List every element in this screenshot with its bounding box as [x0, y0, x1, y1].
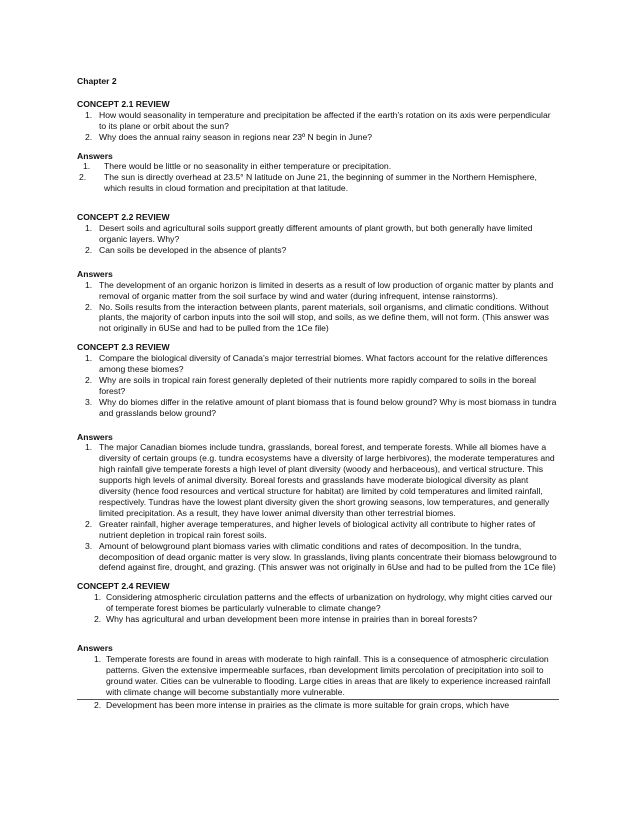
- concept-2-1-questions: [77, 110, 559, 143]
- concept-2-2-heading: CONCEPT 2.2 REVIEW: [77, 212, 170, 223]
- concept-2-3-heading: CONCEPT 2.3 REVIEW: [77, 342, 170, 353]
- question-item: 1. Desert soils and agricultural soils support greatly different amounts of plant growth, but both generally have limited organic layers. Why?: [85, 223, 533, 244]
- concept-2-3-answers: [77, 442, 559, 573]
- concept-2-4-heading: CONCEPT 2.4 REVIEW: [77, 581, 170, 592]
- answer-item: 2. Greater rainfall, higher average temperatures, and higher levels of biological activity all contribute to higher rates of nutrient depletion in tropical rain forest soils.: [85, 518, 536, 540]
- answer-item: 1. The development of an organic horizon is limited in deserts as a result of low production of organic matter by plants and removal of organic matter from the soil surface by wind and water (during infrequent, intense rainstorms).: [85, 279, 554, 301]
- answers-heading: Answers: [77, 642, 113, 653]
- concept-2-3-questions: [77, 353, 559, 418]
- answer-item: 2. No. Soils results from the interaction between plants, parent materials, soil organisms, and climatic conditions. Without plants, the majority of carbon inputs into the soil will stop, and soils, as we define them, will not form. (This answer was not originally in 6USe and had to be pulled from the 1Ce file): [85, 301, 549, 334]
- answer-item: 2. The sun is directly overhead at 23.5° N latitude on June 21, the beginning of summer in the Northern Hemisphere, which results in cloud formation and precipitation at that latitude.: [79, 172, 537, 194]
- concept-2-1-answers: [77, 161, 559, 194]
- question-item: 2. Why are soils in tropical rain forest generally depleted of their nutrients more rapidly compared to soils in the boreal forest?: [85, 374, 537, 396]
- answer-item: 2. Development has been more intense in prairies as the climate is more suitable for grain crops, which have: [77, 699, 559, 711]
- chapter-title: Chapter 2: [77, 76, 117, 86]
- answers-heading: Answers: [77, 268, 113, 279]
- question-item: 1. Compare the biological diversity of Canada’s major terrestrial biomes. What factors account for the relative differences among these biomes?: [85, 353, 548, 375]
- question-item: 3. Why do biomes differ in the relative amount of plant biomass that is found below ground? Why is most biomass in tundra and grasslands below ground?: [85, 396, 557, 418]
- answers-heading: Answers: [77, 431, 113, 442]
- answer-item: 1. Temperate forests are found in areas with moderate to high rainfall. This is a consequence of atmospheric circulation patterns. Given the extensive impermeable surfaces, rban development limits percolation of precipitation into soil to ground water. Cities can be vulnerable to flooding. Large cities in areas that are likely to experience increased rainfall with climate change will become substantially more vulnerable.: [94, 653, 551, 697]
- question-item: 2. Can soils be developed in the absence of plants?: [85, 244, 287, 255]
- answer-item: 1. The major Canadian biomes include tundra, grasslands, boreal forest, and temperate forests. While all biomes have a diversity of certain groups (e.g. tundra ecosystems have a diversity of large herbivores), the moderate temperatures and high rainfall give temperate forests a high level of plant diversity (woody and herbaceous), and vertical structure. This supports high levels of animal diversity. Boreal forests and grasslands have moderate biological diversity as plant diversity (hence food resources and vertical structure for habitat) are limited by cold temperatures and limited rainfall, respectively. Tundras have the lowest plant diversity given the short growing seasons, low temperatures, and generally limited precipitation. As a result, they have lower animal diversity than other terrestrial biomes.: [85, 442, 555, 518]
- answers-heading: Answers: [77, 150, 113, 161]
- answer-item: 3. Amount of belowground plant biomass varies with climatic conditions and rates of decomposition. In the tundra, decomposition of dead organic matter is very slow. In grasslands, living plants concentrate their biomass belowground to defend against fire, drought, and grazing. (This answer was not originally in 6Use and had to be pulled from the 1Ce file): [85, 540, 557, 573]
- question-item: 2. Why does the annual rainy season in regions near 23º N begin in June?: [85, 131, 373, 142]
- question-item: 1. Considering atmospheric circulation patterns and the effects of urbanization on hydrology, why might cities carved our of temperate forest biomes be particularly vulnerable to climate change?: [94, 592, 553, 614]
- question-item: 2. Why has agricultural and urban development been more intense in prairies than in boreal forests?: [94, 614, 478, 625]
- concept-2-2-answers: [77, 280, 559, 335]
- question-item: 1. How would seasonality in temperature and precipitation be affected if the earth’s rotation on its axis were perpendicular to its plane or orbit about the sun?: [85, 109, 551, 131]
- document-page: [77, 76, 559, 710]
- concept-2-1-heading: CONCEPT 2.1 REVIEW: [77, 98, 170, 109]
- concept-2-2-questions: [77, 223, 559, 256]
- concept-2-4-questions: [77, 592, 559, 625]
- answer-item: 1. There would be little or no seasonality in either temperature or precipitation.: [83, 161, 392, 172]
- concept-2-4-answers: [77, 654, 559, 711]
